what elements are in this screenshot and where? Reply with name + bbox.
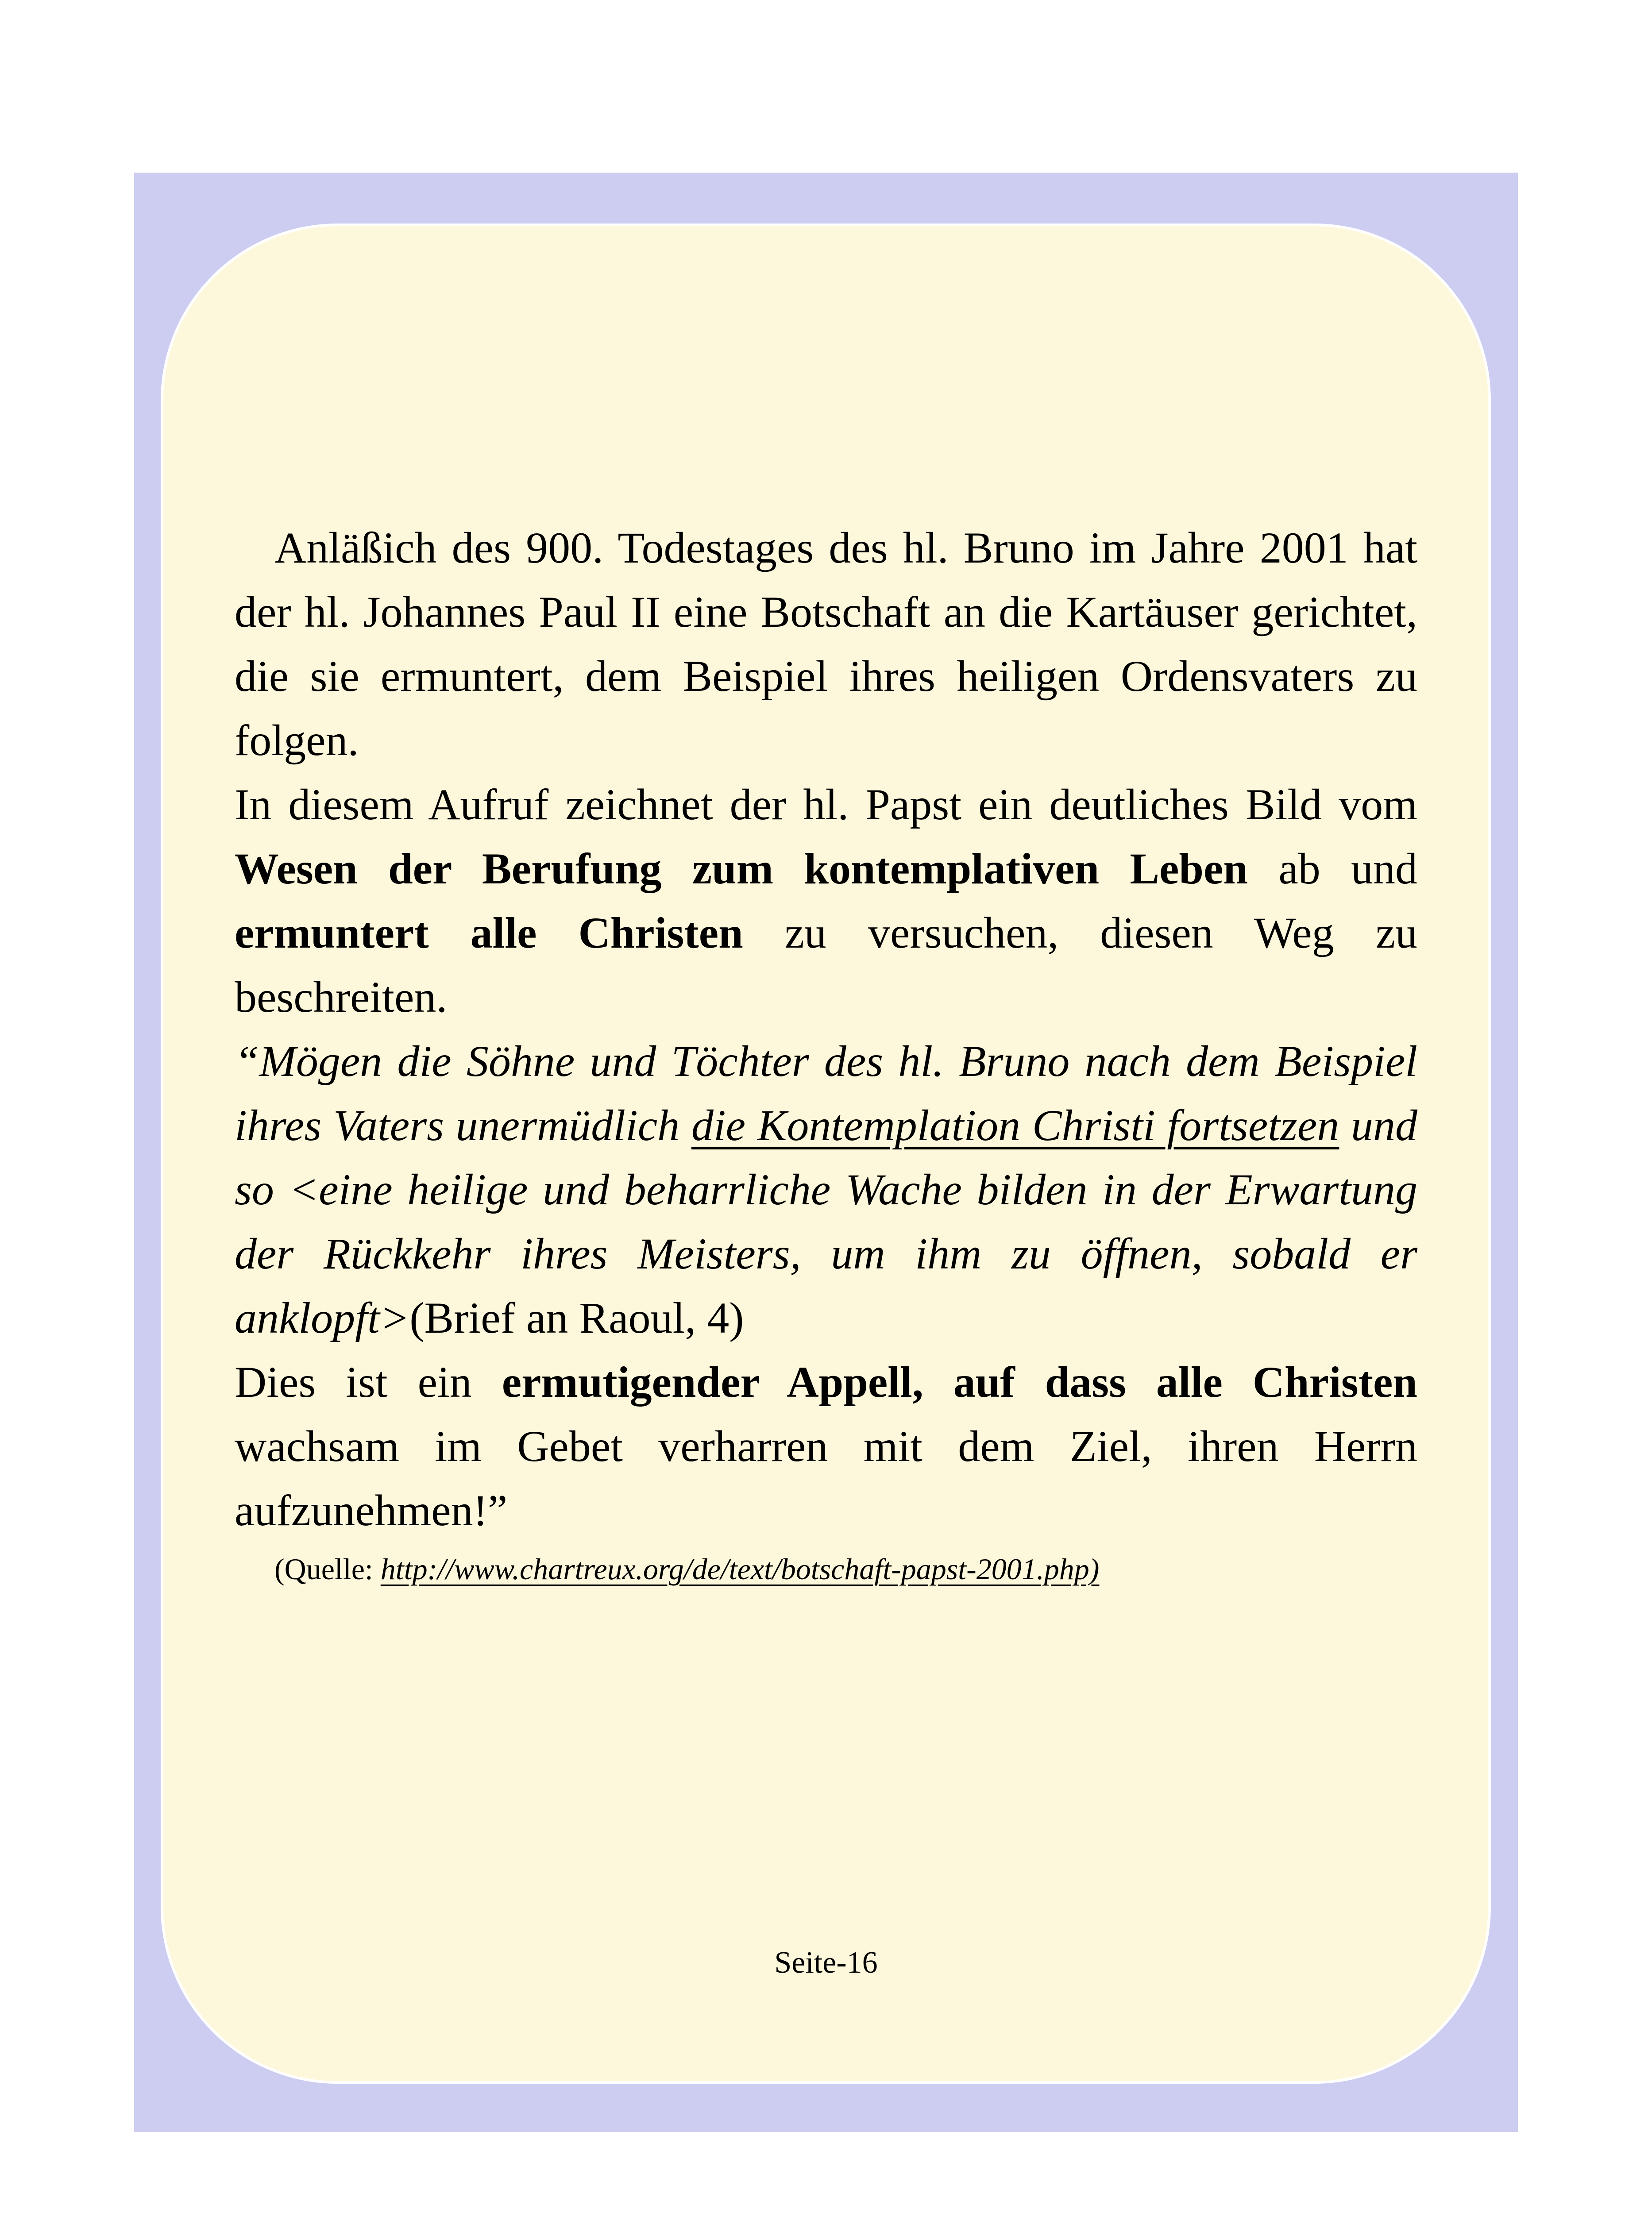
bold-encouraging-appeal: ermutigender Appell, auf dass alle Christen <box>502 1357 1417 1407</box>
paragraph-appeal <box>235 772 1417 1029</box>
source-link[interactable]: http://www.chartreux.org/de/text/botschaft-papst-2001.php) <box>380 1552 1100 1586</box>
source-line <box>274 1549 1099 1589</box>
source-label: (Quelle: <box>274 1552 381 1586</box>
underlined-contemplation-phrase: die Kontemplation Christi fortsetzen <box>691 1101 1339 1150</box>
bold-vocation-phrase: Wesen der Berufung zum kontemplativen Leben <box>235 844 1248 893</box>
quote-text-1: “Mögen die Söhne und Töchter des hl. Bruno nach dem Beispiel ihres Vaters unermüdlich <box>235 1037 1417 1150</box>
paragraph-conclusion-text-1: Dies ist ein <box>235 1357 502 1407</box>
paragraph-conclusion-text-2: wachsam im Gebet verharren mit dem Ziel, ihren Herrn aufzunehmen!” <box>235 1422 1417 1535</box>
papal-quote <box>235 1029 1417 1350</box>
paragraph-intro: Anläßich des 900. Todestages des hl. Bruno im Jahre 2001 hat der hl. Johannes Paul II eine Botschaft an die Kartäuser gerichtet, die sie ermuntert, dem Beispiel ihres heiligen Ordensvaters zu folgen. <box>235 523 1417 765</box>
paragraph-conclusion <box>235 1350 1417 1542</box>
paragraph-appeal-text-1: In diesem Aufruf zeichnet der hl. Papst ein deutliches Bild vom <box>235 780 1417 829</box>
quote-text-2: und so <eine heilige und beharrliche Wache bilden in der Erwartung der Rückkehr ihres Meisters, um ihm zu öffnen, sobald er anklopft> <box>235 1101 1418 1342</box>
paragraph-appeal-text-3: zu versuchen, diesen Weg zu beschreiten. <box>235 908 1417 1022</box>
bold-christians-phrase: ermuntert alle Christen <box>235 908 743 957</box>
paragraph-appeal-text-2: ab und <box>1248 844 1417 893</box>
page-number: Seite-16 <box>774 1946 878 1980</box>
document-body <box>235 516 1417 1542</box>
quote-citation: (Brief an Raoul, 4) <box>409 1293 744 1342</box>
